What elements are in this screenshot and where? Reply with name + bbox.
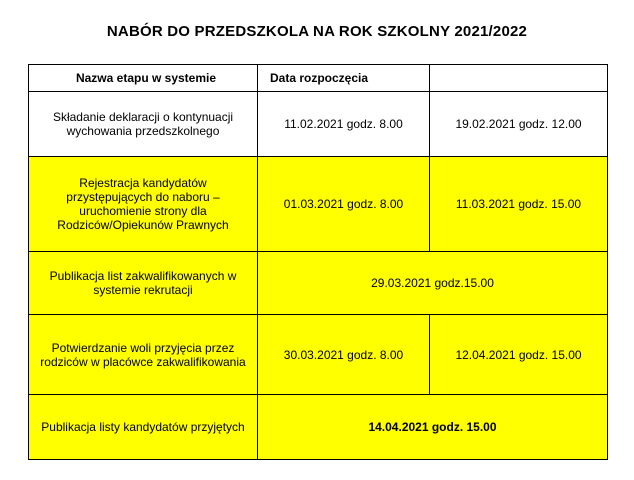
stage-cell: Potwierdzanie woli przyjęcia przez rodziców w placówce zakwalifikowania [29,315,258,395]
start-date-cell: 11.02.2021 godz. 8.00 [258,92,430,157]
start-date-cell: 30.03.2021 godz. 8.00 [258,315,430,395]
stage-cell: Publikacja listy kandydatów przyjętych [29,395,258,460]
stage-cell: Składanie deklaracji o kontynuacji wychowania przedszkolnego [29,92,258,157]
table-row [29,92,608,157]
end-date-cell: 19.02.2021 godz. 12.00 [430,92,608,157]
header-start-date: Data rozpoczęcia [258,65,430,92]
date-cell: 29.03.2021 godz.15.00 [258,252,608,315]
end-date-cell: 12.04.2021 godz. 15.00 [430,315,608,395]
table-row [29,315,608,395]
table-header-row [29,65,608,92]
table-row [29,395,608,460]
table-row [29,252,608,315]
start-date-cell: 01.03.2021 godz. 8.00 [258,157,430,252]
date-cell: 14.04.2021 godz. 15.00 [258,395,608,460]
page-title: NABÓR DO PRZEDSZKOLA NA ROK SZKOLNY 2021/2022 [106,23,528,40]
header-end-date [430,65,608,92]
header-stage-name: Nazwa etapu w systemie [29,65,258,92]
recruitment-schedule-table [28,64,608,460]
end-date-cell: 11.03.2021 godz. 15.00 [430,157,608,252]
stage-cell: Rejestracja kandydatów przystępujących do naboru – uruchomienie strony dla Rodziców/Opiekunów Prawnych [29,157,258,252]
stage-cell: Publikacja list zakwalifikowanych w systemie rekrutacji [29,252,258,315]
table-row [29,157,608,252]
